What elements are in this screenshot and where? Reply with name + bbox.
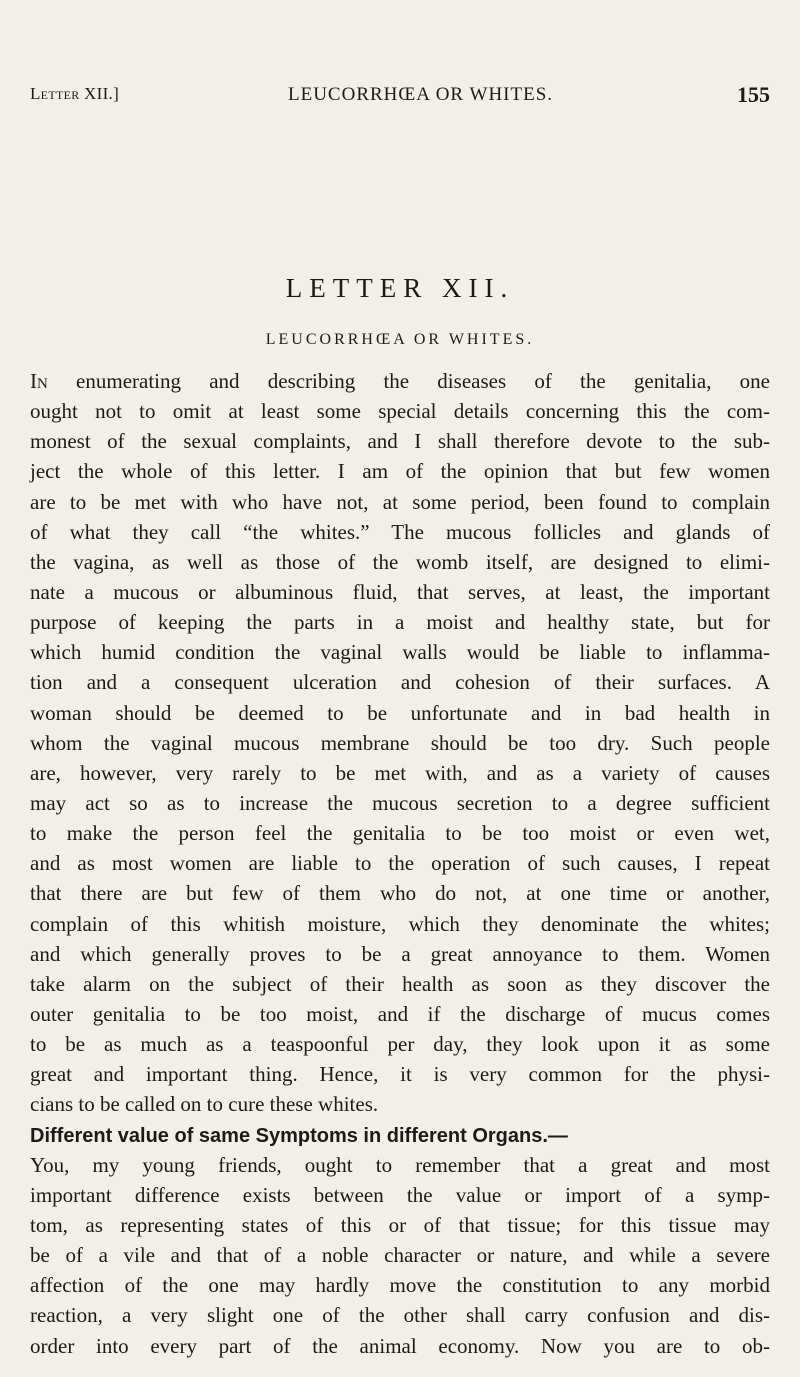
- paragraph-line: take alarm on the subject of their health as soon as they discover the: [30, 971, 770, 996]
- paragraph-line: ought not to omit at least some special details concerning this the com-: [30, 399, 770, 424]
- paragraph-line: of what they call “the whites.” The mucous follicles and glands of: [30, 519, 770, 544]
- paragraph-line: that there are but few of them who do not, at one time or another,: [30, 881, 770, 906]
- paragraph-line: outer genitalia to be too moist, and if the discharge of mucus comes: [30, 1001, 770, 1026]
- paragraph-line: are to be met with who have not, at some period, been found to complain: [30, 489, 770, 514]
- paragraph-line: and which generally proves to be a great annoyance to them. Women: [30, 941, 770, 966]
- chapter-heading: LETTER XII.: [285, 273, 515, 303]
- paragraph-line: to make the person feel the genitalia to be too moist or even wet,: [30, 821, 770, 846]
- paragraph-line: important difference exists between the value or import of a symp-: [30, 1182, 770, 1207]
- paragraph-line: are, however, very rarely to be met with, and as a variety of causes: [30, 760, 770, 785]
- paragraph-line: the vagina, as well as those of the womb itself, are designed to elimi-: [30, 549, 770, 574]
- paragraph-line: whom the vaginal mucous membrane should be too dry. Such people: [30, 730, 770, 755]
- paragraph-line: You, my young friends, ought to remember that a great and most: [30, 1152, 770, 1177]
- section-sidehead: Different value of same Symptoms in different Organs.—: [30, 1124, 568, 1147]
- running-head: [30, 84, 770, 114]
- body-text: [30, 366, 770, 1361]
- drop-word: In: [30, 369, 48, 393]
- page-number: 155: [737, 82, 770, 107]
- line-text: enumerating and describing the diseases of the genitalia, one: [47, 369, 770, 393]
- running-head-letter: Letter XII.]: [30, 84, 120, 103]
- paragraph-line: purpose of keeping the parts in a moist and healthy state, but for: [30, 610, 770, 635]
- chapter-subheading: LEUCORRHŒA OR WHITES.: [265, 331, 535, 348]
- paragraph-line: tion and a consequent ulceration and cohesion of their surfaces. A: [30, 670, 770, 695]
- paragraph-line: affection of the one may hardly move the constitution to any morbid: [30, 1273, 770, 1298]
- paragraph-line: be of a vile and that of a noble character or nature, and while a severe: [30, 1243, 770, 1268]
- paragraph-last-line: cians to be called on to cure these whites.: [30, 1092, 379, 1117]
- paragraph-line: to be as much as a teaspoonful per day, they look upon it as some: [30, 1032, 770, 1057]
- paragraph-line: ject the whole of this letter. I am of the opinion that but few women: [30, 459, 770, 484]
- paragraph-line: complain of this whitish moisture, which they denominate the whites;: [30, 911, 770, 936]
- paragraph-line: monest of the sexual complaints, and I shall therefore devote to the sub-: [30, 429, 770, 454]
- paragraph-line: [30, 366, 770, 396]
- section-sidehead-line: [30, 1120, 770, 1150]
- paragraph-line: order into every part of the animal economy. Now you are to ob-: [30, 1333, 770, 1358]
- running-head-title: LEUCORRHŒA OR WHITES.: [288, 84, 554, 105]
- paragraph-line: tom, as representing states of this or of that tissue; for this tissue may: [30, 1212, 770, 1237]
- paragraph-line: and as most women are liable to the operation of such causes, I repeat: [30, 851, 770, 876]
- paragraph-line: woman should be deemed to be unfortunate and in bad health in: [30, 700, 770, 725]
- paragraph-line: which humid condition the vaginal walls would be liable to inflamma-: [30, 640, 770, 665]
- paragraph-line: nate a mucous or albuminous fluid, that serves, at least, the important: [30, 579, 770, 604]
- paragraph-line: great and important thing. Hence, it is very common for the physi-: [30, 1062, 770, 1087]
- paragraph-line: may act so as to increase the mucous secretion to a degree sufficient: [30, 790, 770, 815]
- paragraph-line: reaction, a very slight one of the other shall carry confusion and dis-: [30, 1303, 770, 1328]
